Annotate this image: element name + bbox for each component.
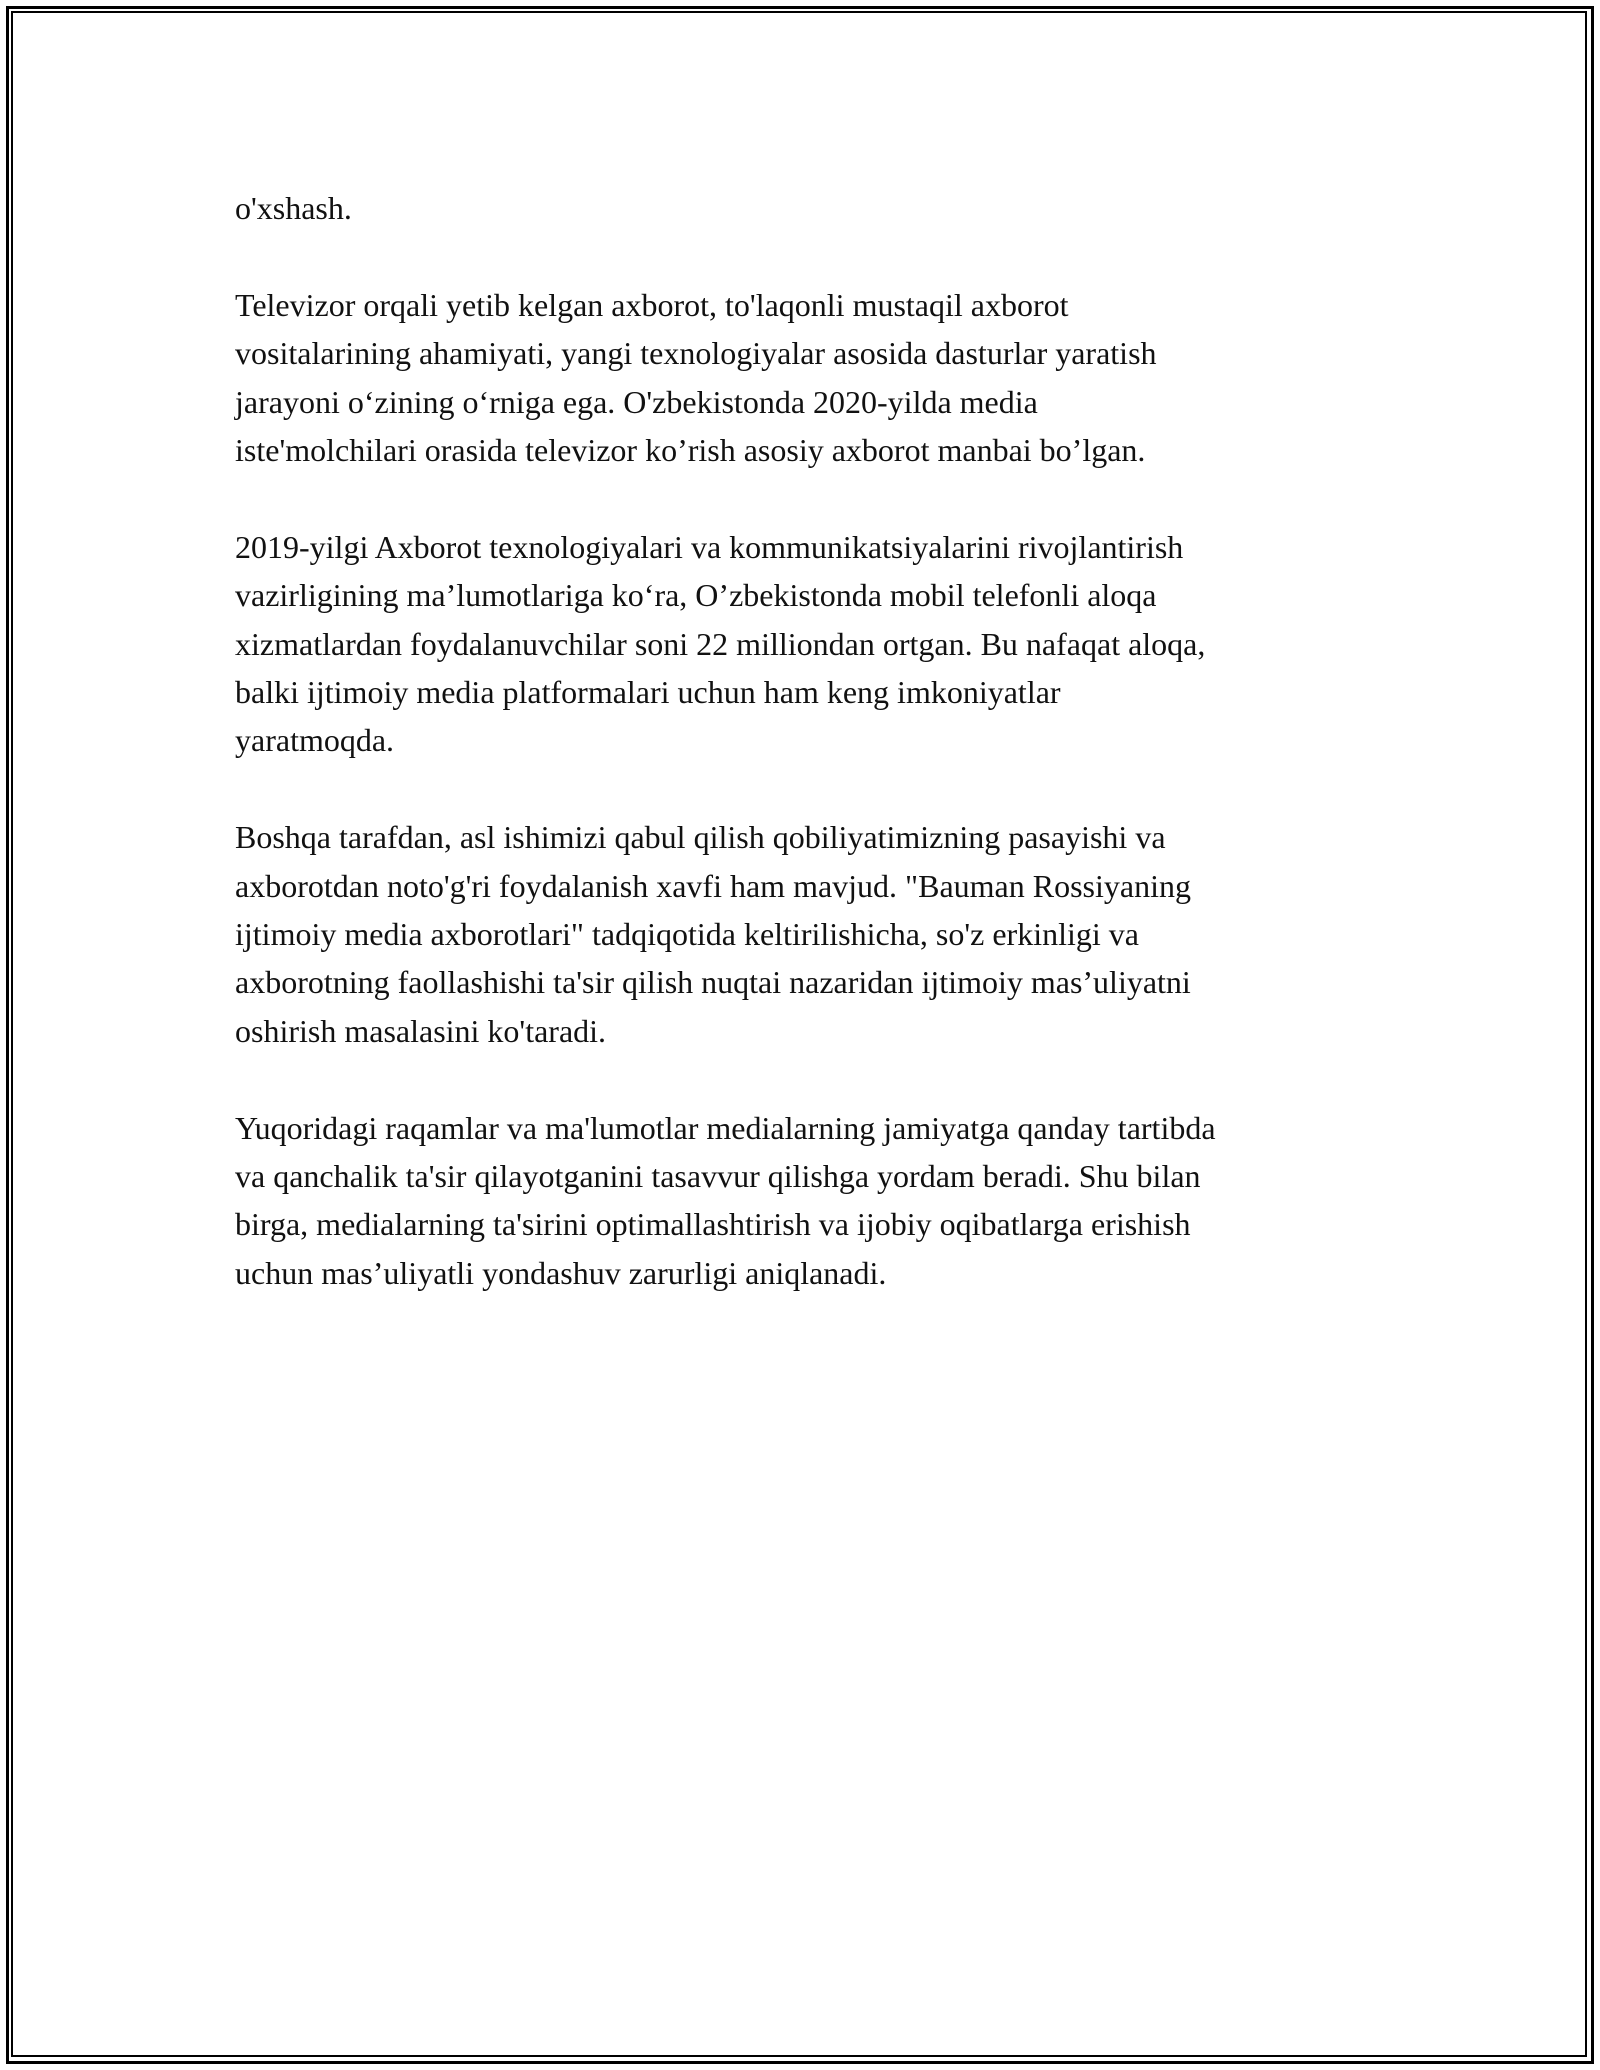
text-line: o'xshash. xyxy=(235,190,352,226)
text-line: Televizor orqali yetib kelgan axborot, to'laqonli mustaqil axborot xyxy=(235,286,1069,323)
text-line: oshirish masalasini ko'taradi. xyxy=(235,1012,607,1049)
paragraph-2 xyxy=(235,281,1385,475)
paragraph-3 xyxy=(235,523,1385,765)
text-line: iste'molchilari orasida televizor ko’rish asosiy axborot manbai bo’lgan. xyxy=(235,432,1146,469)
text-line: vazirligining ma’lumotlariga ko‘ra, O’zbekistonda mobil telefonli aloqa xyxy=(235,577,1157,614)
text-line: xizmatlardan foydalanuvchilar soni 22 milliondan ortgan. Bu nafaqat aloqa, xyxy=(235,625,1206,662)
paragraph-5 xyxy=(235,1104,1385,1298)
text-line: birga, medialarning ta'sirini optimallashtirish va ijobiy oqibatlarga erishish xyxy=(235,1206,1191,1243)
paragraph-1 xyxy=(235,184,1385,232)
document-body xyxy=(235,184,1385,1346)
paragraph-4 xyxy=(235,813,1385,1055)
text-line: Boshqa tarafdan, asl ishimizi qabul qilish qobiliyatimizning pasayishi va xyxy=(235,819,1166,856)
text-line: uchun mas’uliyatli yondashuv zarurligi aniqlanadi. xyxy=(235,1254,887,1291)
text-line: axborotdan noto'g'ri foydalanish xavfi ham mavjud. "Bauman Rossiyaning xyxy=(235,867,1191,904)
text-line: yaratmoqda. xyxy=(235,722,395,759)
text-line: axborotning faollashishi ta'sir qilish nuqtai nazaridan ijtimoiy mas’uliyatni xyxy=(235,964,1191,1001)
text-line: 2019-yilgi Axborot texnologiyalari va kommunikatsiyalarini rivojlantirish xyxy=(235,528,1184,565)
text-line: va qanchalik ta'sir qilayotganini tasavvur qilishga yordam beradi. Shu bilan xyxy=(235,1158,1201,1195)
text-line: balki ijtimoiy media platformalari uchun ham keng imkoniyatlar xyxy=(235,674,1061,711)
text-line: vositalarining ahamiyati, yangi texnologiyalar asosida dasturlar yaratish xyxy=(235,335,1157,372)
text-line: Yuqoridagi raqamlar va ma'lumotlar medialarning jamiyatga qanday tartibda xyxy=(235,1109,1216,1146)
text-line: jarayoni o‘zining o‘rniga ega. O'zbekistonda 2020-yilda media xyxy=(235,383,1038,420)
text-line: ijtimoiy media axborotlari" tadqiqotida keltirilishicha, so'z erkinligi va xyxy=(235,916,1139,953)
